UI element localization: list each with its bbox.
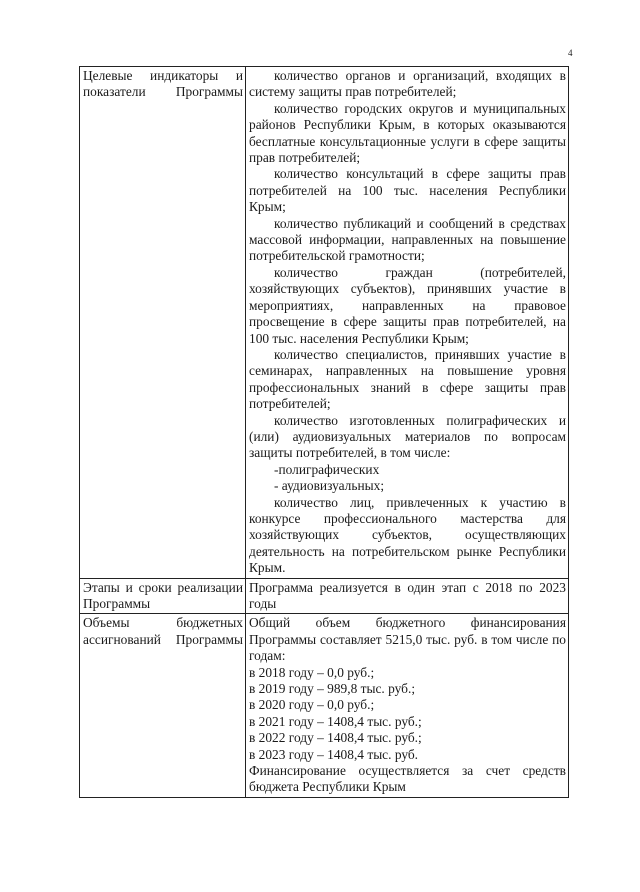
page-number: 4 (568, 48, 573, 58)
budget-funding-source: Финансирование осуществляется за счет средств бюджета Республики Крым (249, 763, 566, 795)
indicator-item: количество лиц, привлеченных к участию в конкурсе профессионального мастерства для хозяйствующих субъектов, осуществляющих деятельность на потребительском рынке Республики Крым. (249, 494, 566, 576)
indicator-item: количество граждан (потребителей, хозяйствующих субъектов), принявших участие в мероприятиях, направленных на правовое просвещение в сфере защиты прав потребителей, на 100 тыс. населения Республики Крым; (249, 264, 566, 346)
budget-year-item: в 2019 году – 989,8 тыс. руб.; (249, 681, 416, 697)
budget-intro: Общий объем бюджетного финансирования Программы составляет 5215,0 тыс. руб. в том числе по годам: (249, 615, 566, 664)
row-label-budget: Объемы бюджетных ассигнований Программы (80, 614, 246, 797)
stages-cell: Программа реализуется в один этап с 2018 по 2023 годы (246, 578, 569, 614)
budget-cell (246, 614, 569, 797)
indicator-item: количество консультаций в сфере защиты прав потребителей на 100 тыс. населения Республики Крым; (249, 166, 566, 215)
table-row-budget (80, 614, 569, 797)
budget-year-item: в 2018 году – 0,0 руб.; (249, 664, 375, 680)
budget-year-item: в 2022 году – 1408,4 тыс. руб.; (249, 730, 422, 746)
indicator-item: -полиграфических (274, 461, 380, 477)
indicators-cell (246, 67, 569, 579)
budget-year-item: в 2023 году – 1408,4 тыс. руб. (249, 746, 419, 762)
indicator-item: количество специалистов, принявших участие в семинарах, направленных на повышение уровня профессиональных знаний в сфере защиты прав потребителей; (249, 346, 566, 412)
indicator-item: - аудиовизуальных; (274, 478, 385, 494)
table-row-indicators (80, 67, 569, 579)
budget-year-item: в 2020 году – 0,0 руб.; (249, 697, 375, 713)
indicator-item: количество изготовленных полиграфических и (или) аудиовизуальных материалов по вопросам защиты потребителей, в том числе: (249, 412, 566, 461)
program-passport-table (79, 66, 569, 798)
table-row-stages (80, 578, 569, 614)
indicator-item: количество городских округов и муниципальных районов Республики Крым, в которых оказываются бесплатные консультационные услуги в сфере защиты прав потребителей; (249, 100, 566, 166)
budget-year-item: в 2021 году – 1408,4 тыс. руб.; (249, 713, 422, 729)
indicator-item: количество публикаций и сообщений в средствах массовой информации, направленных на повышение потребительской грамотности; (249, 215, 566, 264)
row-label-indicators: Целевые индикаторы и показатели Программы (80, 67, 246, 579)
row-label-stages: Этапы и сроки реализации Программы (80, 578, 246, 614)
indicator-item: количество органов и организаций, входящих в систему защиты прав потребителей; (249, 68, 566, 100)
